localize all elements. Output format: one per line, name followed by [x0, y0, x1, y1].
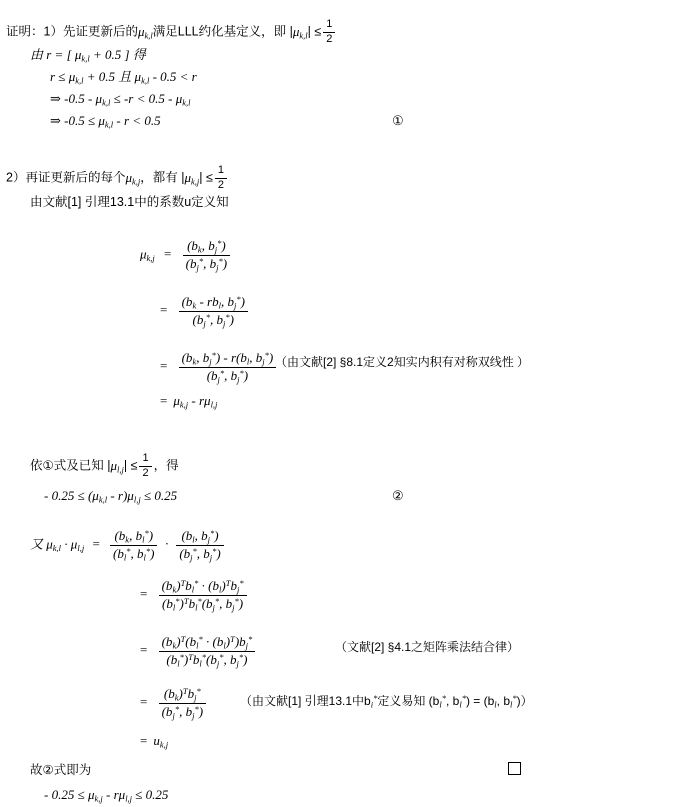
proof-line-3	[50, 70, 197, 86]
text-segment: ，都有 |	[140, 170, 185, 185]
fraction: $\frac{(b_k)^T(b_l^* \cdot (b_l)^T)b_j^*}{(b_l^*)^Tb_l^*(b_j^*, b_j^*)}$	[159, 634, 256, 669]
equation-2: = $\frac{(b_k - rb_l, b_j^*)}{(b_j^*, b_j^*)}$	[160, 294, 250, 329]
text-segment: 2）再证更新后的每个	[6, 170, 126, 185]
text-segment: ⇒ -0.5 ≤ μ	[50, 113, 105, 128]
equation-2-statement: - $0.25 \le (\mu_{k,l} - r)\mu_{l,j} \le 0.25$	[44, 488, 178, 505]
math-subscript: k,l	[299, 29, 308, 40]
text-segment: 证明：1）先证更新后的	[6, 24, 138, 39]
equation-7-note: （由文献[1] 引理13.1中$b_i^*$定义易知 ($b_l^*$, $b_l^*) = (b_l$, $b_l^*$)）	[240, 693, 533, 710]
fraction-half: $\frac{1}{2}$	[215, 164, 227, 193]
proof-line-11: 故②式即为	[30, 763, 92, 777]
math-subscript: k,l	[75, 75, 84, 86]
math-mu: μ	[137, 23, 145, 39]
math-subscript: k,l	[141, 75, 150, 86]
text-segment: - r < 0.5	[113, 113, 161, 128]
equation-mark-2: ②	[392, 488, 404, 503]
reference-line-1: 由文献[1] 引理13.1中的系数u定义知	[30, 195, 229, 209]
text-segment: ⇒ -0.5 - μ	[50, 91, 103, 106]
equation-ref-1: ①	[42, 458, 54, 473]
text-segment: - 0.5 < r	[149, 69, 197, 84]
equation-ref-2: ②	[42, 763, 54, 777]
equation-3-note: （由文献[2] §8.1定义2知实内积有对称双线性 ）	[275, 355, 530, 369]
text-segment: + 0.5 且 μ	[83, 69, 142, 84]
math-mu: μ	[125, 169, 132, 185]
text-segment: | ≤	[199, 170, 213, 185]
equation-8: = $u_{k,j}$	[140, 733, 169, 750]
equation-5-lhs: 又 $\mu_{k,l} \cdot \mu_{l,j}$ = $\frac{(b_k, b_l^*)}{(b_l^*, b_l^*)}$ · $\frac{(b_l, b_j^*)}{(b_j^*, b_j^*)}$	[30, 528, 226, 563]
proof-line-4	[50, 92, 191, 108]
math-subscript: k,j	[191, 175, 200, 186]
equation-7: = $\frac{(b_k)^Tb_j^*}{(b_j^*, b_j^*)}$	[140, 686, 208, 721]
equation-5: = $\frac{(b_k)^Tb_l^* \cdot (b_l)^Tb_j^*}{(b_l^*)^Tb_l^*(b_j^*, b_j^*)}$	[140, 578, 249, 613]
math-subscript: k,l	[81, 53, 90, 64]
math-mu: μ	[184, 169, 192, 185]
text-segment: + 0.5 ] 得	[89, 47, 146, 62]
fraction: $\frac{(b_k - rb_l, b_j^*)}{(b_j^*, b_j^*)}$	[179, 294, 248, 329]
math-subscript: k,l	[182, 97, 191, 108]
fraction: $\frac{(b_k, b_l^*)}{(b_l^*, b_l^*)}$	[110, 528, 157, 563]
fraction: $\frac{(b_l, b_j^*)}{(b_j^*, b_j^*)}$	[176, 528, 223, 563]
equation-6: = $\frac{(b_k)^T(b_l^* \cdot (b_l)^T)b_j^*}{(b_l^*)^Tb_l^*(b_j^*, b_j^*)}$	[140, 634, 257, 669]
proof-conclusion: - $0.25 \le \mu_{k,j} - r\mu_{l,j} \le 0.25$	[44, 787, 169, 804]
fraction: $\frac{(b_k, b_j^*)}{(b_j^*, b_j^*)}$	[183, 238, 230, 273]
math-subscript: k,l	[144, 29, 153, 40]
fraction: $\frac{(b_k)^Tb_l^* \cdot (b_l)^Tb_j^*}{(b_l^*)^Tb_l^*(b_j^*, b_j^*)}$	[159, 578, 247, 613]
proof-line-8: 依①式及已知 $|\mu_{l,j}|$ ≤ $\frac{1}{2}$ ，得	[30, 452, 179, 479]
math-subscript: k,l	[102, 97, 111, 108]
fraction: $\frac{(b_k)^Tb_j^*}{(b_j^*, b_j^*)}$	[159, 686, 206, 721]
text-segment: | ≤	[307, 24, 322, 39]
equation-4: = $\mu_{k,j} - r\mu_{l,j}$	[160, 393, 218, 410]
text-segment: r ≤ μ	[50, 69, 76, 84]
text-segment: 由 r = [ μ	[30, 47, 82, 62]
equation-mark-1: ①	[392, 113, 404, 128]
math-subscript: k,j	[131, 175, 141, 186]
fraction: $\frac{(b_k, b_j^*) - r(b_l, b_j^*)}{(b_j^*, b_j^*)}$	[179, 350, 277, 385]
fraction-half: $\frac{1}{2}$	[139, 452, 151, 481]
equation-3: = $\frac{(b_k, b_j^*) - r(b_l, b_j^*)}{(b_j^*, b_j^*)}$	[160, 350, 278, 385]
math-subscript: k,l	[104, 119, 114, 130]
equation-6-note: （文献[2] §4.1之矩阵乘法结合律）	[335, 640, 520, 654]
math-mu: μ	[292, 23, 300, 39]
proof-statement-2	[6, 164, 229, 193]
fraction-half: $\frac{1}{2}$	[323, 18, 335, 47]
proof-line-2	[30, 48, 146, 64]
text-segment: ≤ -r < 0.5 - μ	[110, 91, 183, 106]
proof-statement-1	[6, 18, 337, 47]
qed-symbol	[508, 762, 521, 779]
proof-line-5	[50, 114, 161, 130]
text-segment: 满足LLL约化基定义，即 |	[152, 24, 293, 39]
equation-1: $\mu_{k,j}$ = $\frac{(b_k, b_j^*)}{(b_j^*, b_j^*)}$	[140, 238, 232, 273]
